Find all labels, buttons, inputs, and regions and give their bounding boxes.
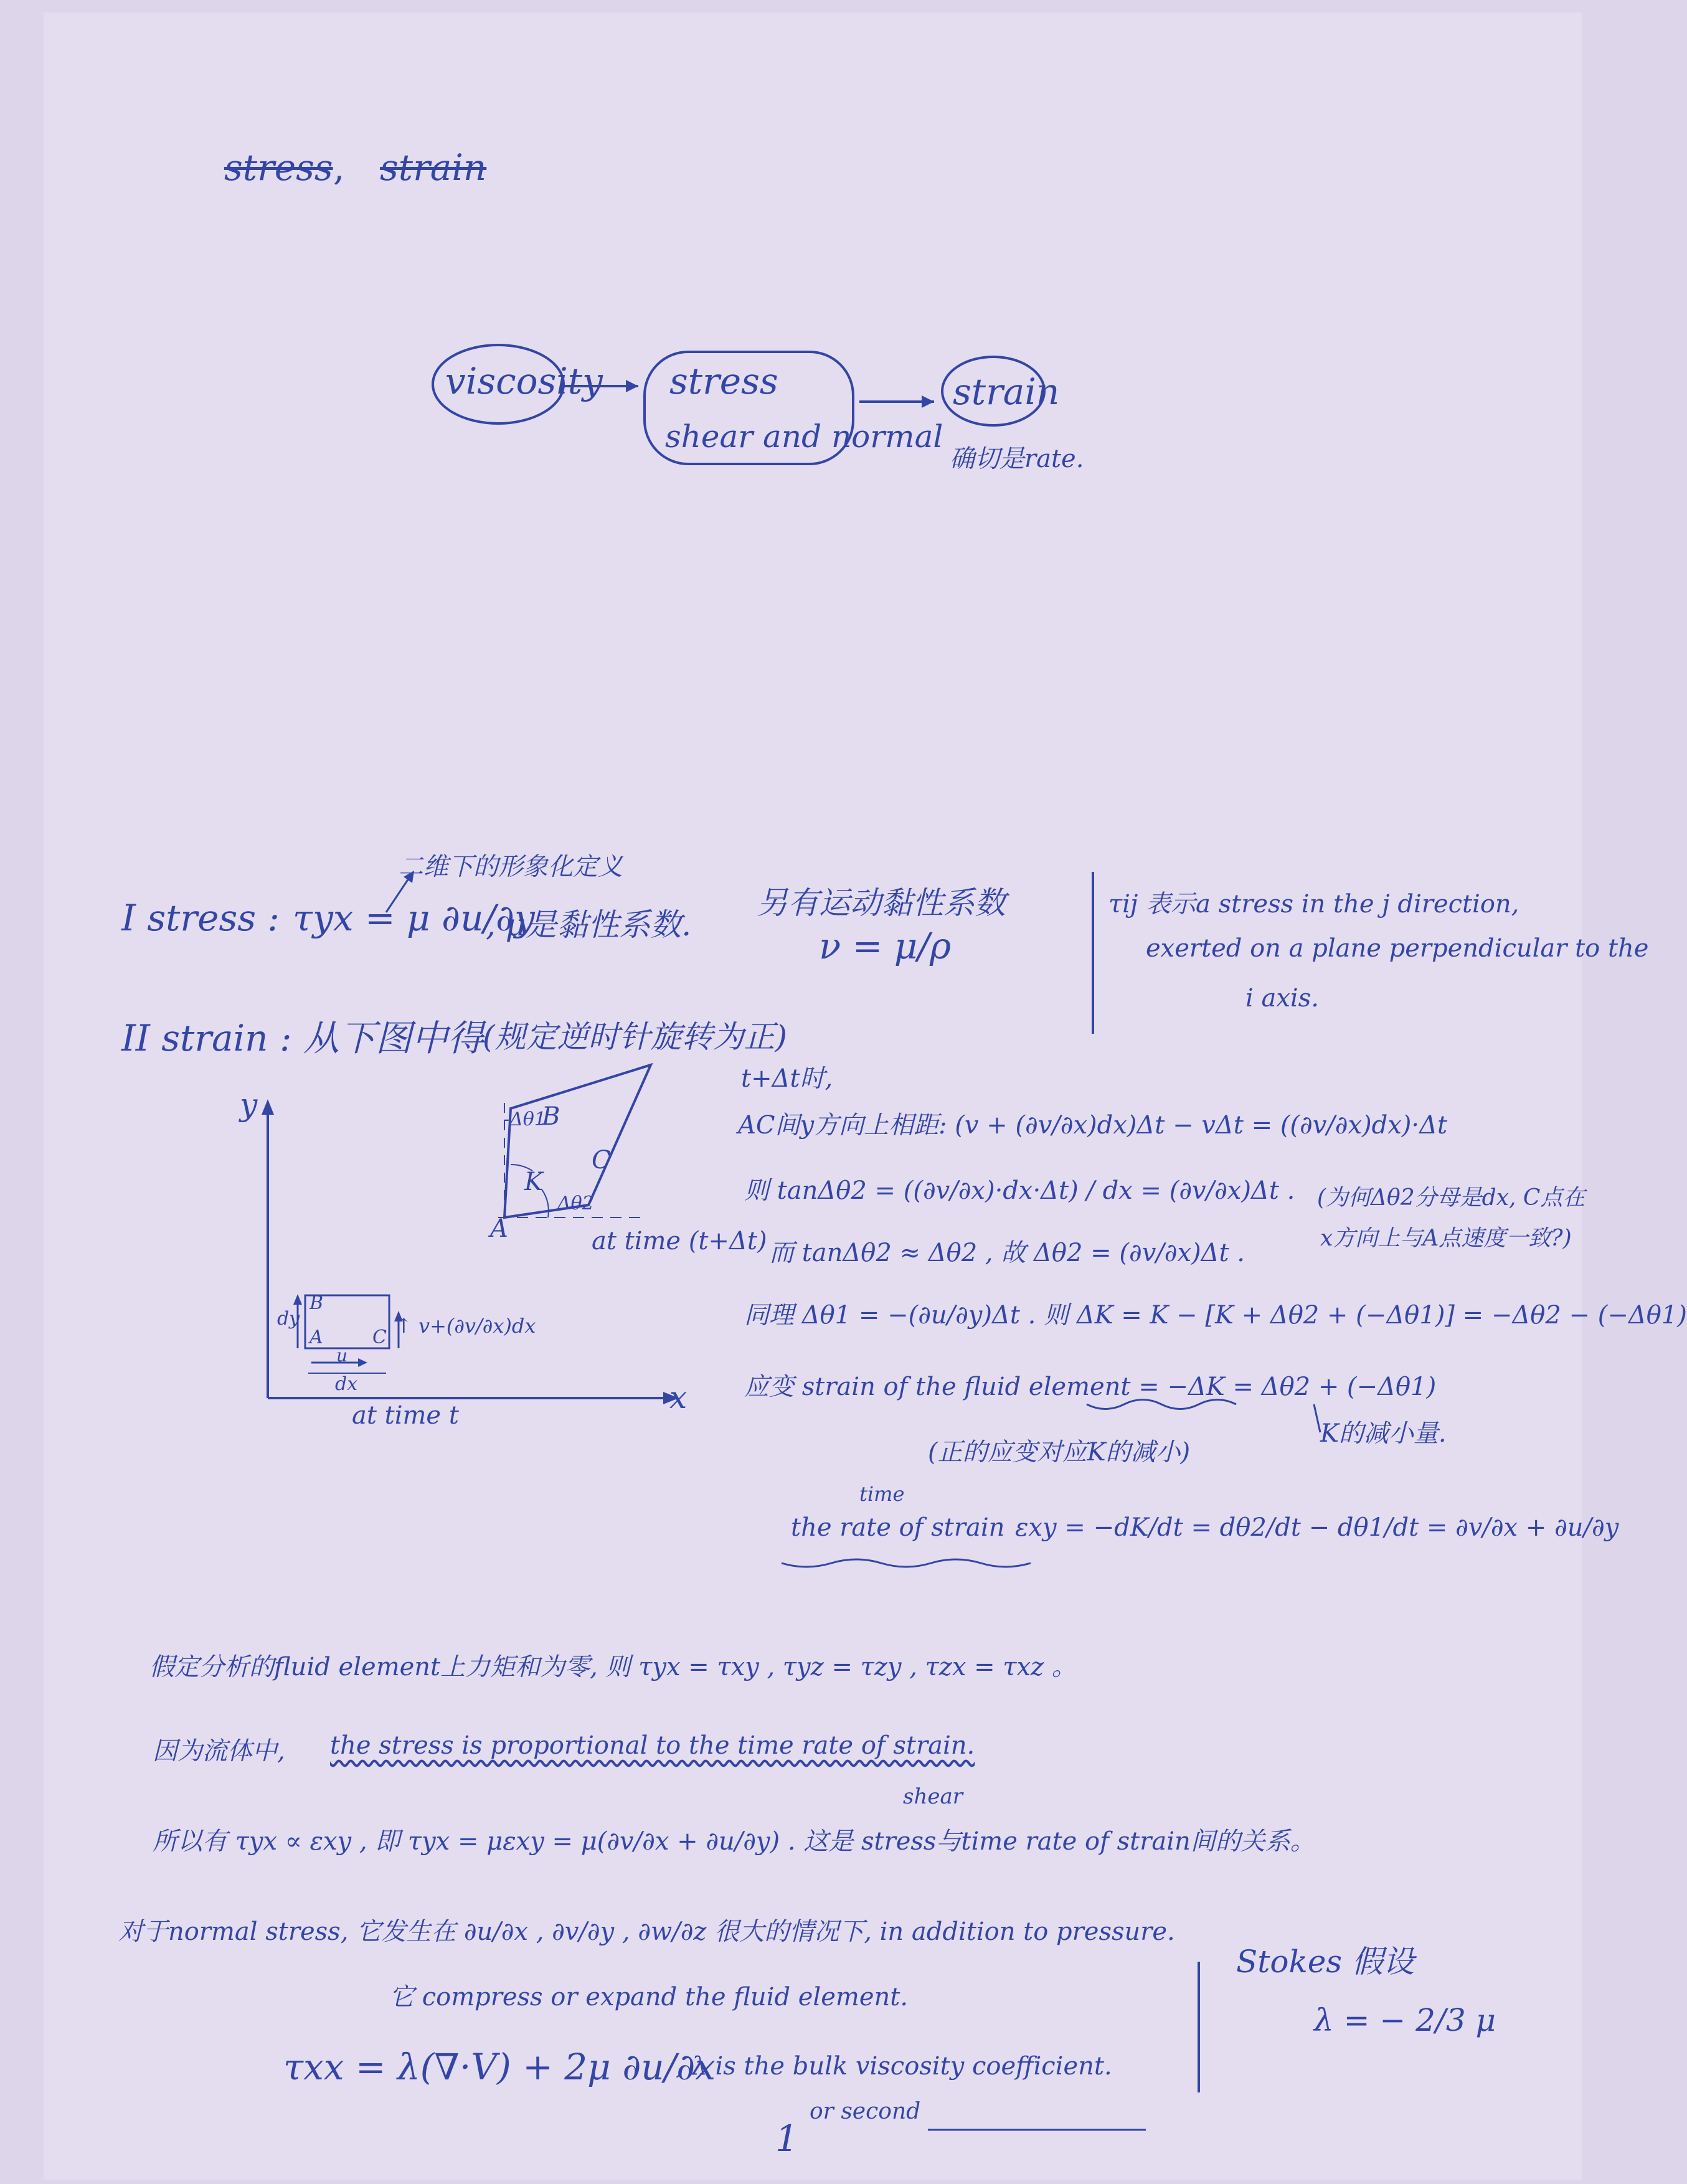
- bottom-shear-caret: shear: [903, 1784, 963, 1809]
- section1-tau-ij-line2: exerted on a plane perpendicular to the: [1146, 934, 1649, 963]
- bottom-line2-text: the stress is proportional to the time rate of strain.: [330, 1731, 975, 1760]
- derivation-strain-rate-formula: εxy = −dK/dt = dθ2/dt − dθ1/dt = ∂v/∂x + ∂u/∂y: [1015, 1513, 1619, 1542]
- section1-kinematic-formula: ν = μ/ρ: [819, 925, 952, 967]
- diagram-angle-k: K: [524, 1168, 543, 1196]
- flow-strain-note: 确切是rate.: [950, 445, 1084, 473]
- section1-annotation: 二维下的形象化定义: [399, 853, 623, 881]
- stokes-title: Stokes 假设: [1236, 1944, 1414, 1980]
- section1-formula: τyx = μ ∂u/∂y: [293, 897, 535, 939]
- diagram-at-time-t: at time t: [352, 1401, 459, 1430]
- section2-label: II strain : 从下图中得: [121, 1017, 484, 1059]
- diagram-dy: dy: [277, 1308, 300, 1330]
- header-strain-struck: strain: [380, 146, 487, 189]
- derivation-line3: 则 tanΔθ2 = ((∂v/∂x)·dx·Δt) / dx = (∂v/∂x)Δt .: [744, 1176, 1295, 1205]
- derivation-line4: 而 tanΔθ2 ≈ Δθ2 , 故 Δθ2 = (∂v/∂x)Δt .: [769, 1239, 1245, 1267]
- diagram-lower-b: B: [310, 1292, 324, 1314]
- flow-viscosity: viscosity: [445, 360, 603, 402]
- header-comma: ,: [333, 146, 345, 189]
- bottom-line6: τxx = λ(∇·V) + 2μ ∂u/∂x: [283, 2046, 716, 2088]
- diagram-at-time-tdt: at time (t+Δt): [592, 1227, 767, 1255]
- section1-kinematic-title: 另有运动黏性系数: [757, 885, 1006, 921]
- derivation-rate-of-strain: the rate of strain: [791, 1513, 1005, 1542]
- derivation-line6: 应变 strain of the fluid element = −ΔK = Δθ2 + (−Δθ1): [744, 1373, 1437, 1401]
- diagram-lower-a: A: [310, 1326, 323, 1348]
- flow-stress-sub: shear and normal: [665, 418, 943, 455]
- bottom-line2-prefix: 因为流体中,: [153, 1737, 285, 1766]
- flow-strain: strain: [953, 371, 1060, 413]
- diagram-lower-c: C: [372, 1326, 387, 1348]
- derivation-line1: t+Δt时,: [741, 1064, 833, 1093]
- flow-stress: stress: [669, 360, 778, 402]
- bottom-line4: 对于normal stress, 它发生在 ∂u/∂x , ∂v/∂y , ∂w/∂z 很大的情况下, in addition to pressure.: [118, 1917, 1175, 1946]
- diagram-point-a: A: [490, 1214, 508, 1243]
- derivation-line5: 同理 Δθ1 = −(∂u/∂y)Δt . 则 ΔK = K − [K + Δθ2 + (−Δθ1)] = −Δθ2 − (−Δθ1): [744, 1301, 1687, 1330]
- section1-tau-ij-line1: τij 表示a stress in the j direction,: [1108, 890, 1519, 919]
- section1-mu-note: , μ是黏性系数.: [486, 907, 692, 943]
- page-number: 1: [775, 2117, 798, 2160]
- derivation-line7: (正的应变对应K的减小): [928, 1438, 1191, 1467]
- section1-tau-ij-line3: i axis.: [1245, 984, 1319, 1013]
- derivation-side-note2: x方向上与A点速度一致?): [1320, 1226, 1572, 1251]
- derivation-side-note1: (为何Δθ2分母是dx, C点在: [1317, 1185, 1585, 1211]
- diagram-v-right: ↑ v+(∂v/∂x)dx: [395, 1314, 536, 1338]
- diagram-x-label: x: [669, 1379, 688, 1416]
- section2-rule: (规定逆时针旋转为正): [483, 1019, 788, 1055]
- diagram-point-b: B: [542, 1102, 560, 1131]
- diagram-dtheta2: Δθ2: [557, 1193, 594, 1214]
- diagram-dtheta1: -Δθ1: [503, 1109, 546, 1130]
- diagram-dx: dx: [335, 1373, 358, 1395]
- diagram-y-label: y: [240, 1087, 258, 1123]
- bottom-line5: 它 compress or expand the fluid element.: [389, 1983, 909, 2011]
- stokes-equation: λ = − 2/3 μ: [1314, 2002, 1496, 2038]
- derivation-line2: AC间y方向上相距: (v + (∂v/∂x)dx)Δt − vΔt = ((∂v/∂x)dx)·Δt: [738, 1111, 1448, 1140]
- bottom-line1: 假定分析的fluid element上力矩和为零, 则 τyx = τxy , τyz = τzy , τzx = τxz 。: [149, 1653, 1077, 1681]
- derivation-time-caret: time: [859, 1482, 905, 1506]
- header-stress-struck: stress: [224, 146, 333, 189]
- section1-label: I stress :: [121, 897, 280, 939]
- bottom-or-second: or second: [810, 2099, 921, 2124]
- bottom-line3: 所以有 τyx ∝ εxy , 即 τyx = μεxy = μ(∂v/∂x + ∂u/∂y) . 这是 stress与time rate of strain间的关系。: [153, 1827, 1315, 1856]
- diagram-u-label: u: [336, 1345, 348, 1366]
- bottom-line6-note: , λ is the bulk viscosity coefficient.: [676, 2052, 1112, 2081]
- diagram-point-c: C: [592, 1146, 611, 1175]
- derivation-line6-note: K的减小量.: [1320, 1419, 1447, 1448]
